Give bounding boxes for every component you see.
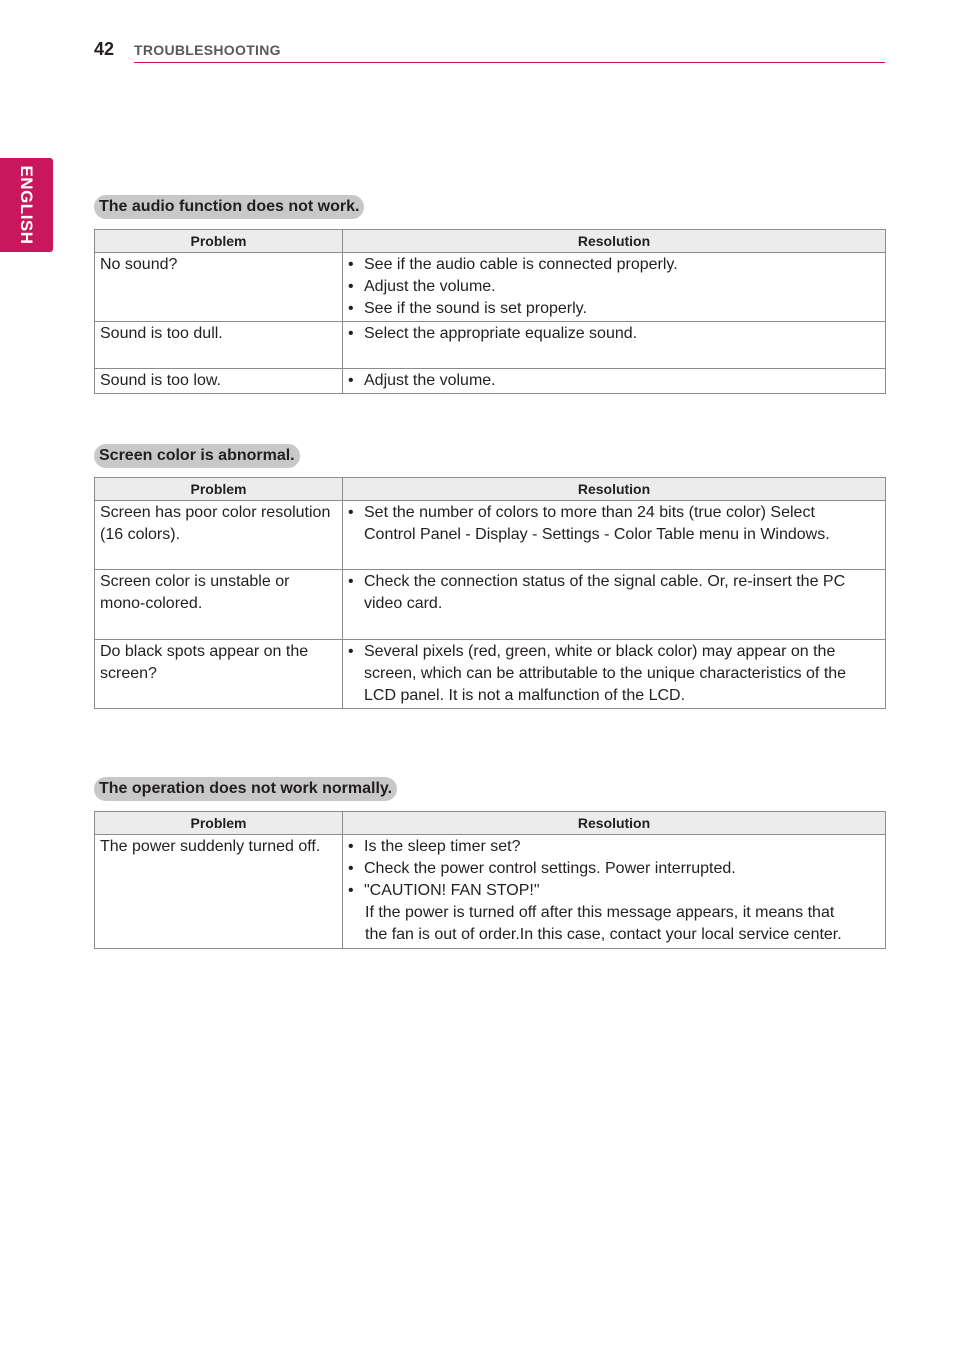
table-operation [94, 811, 886, 949]
resolution-item: • See if the audio cable is connected properly. [348, 254, 877, 276]
resolution-item: • Adjust the volume. [348, 276, 877, 298]
table-audio [94, 229, 886, 394]
problem-text: mono-colored. [100, 595, 203, 612]
resolution-item: • See if the sound is set properly. [348, 298, 877, 320]
problem-text: No sound? [100, 256, 178, 273]
table-row [95, 570, 886, 640]
header-rule [134, 62, 885, 63]
header-resolution: Resolution [343, 230, 886, 253]
resolution-cell [343, 253, 886, 322]
resolution-cell [343, 640, 886, 709]
resolution-line: screen, which can be attributable to the unique characteristics of the [364, 665, 847, 682]
problem-text: Sound is too low. [100, 372, 221, 389]
header-problem: Problem [95, 478, 343, 501]
problem-cell [95, 570, 343, 640]
language-tab [0, 158, 53, 252]
resolution-line: LCD panel. It is not a malfunction of the LCD. [364, 687, 686, 704]
header-problem: Problem [95, 812, 343, 835]
resolution-item [348, 571, 877, 615]
resolution-note-line: If the power is turned off after this message appears, it means that [365, 904, 835, 921]
problem-text: Do black spots appear on the [100, 643, 309, 660]
section-name: TROUBLESHOOTING [134, 42, 281, 58]
table-screen-color [94, 477, 886, 709]
page-number: 42 [94, 39, 115, 59]
table-row [95, 369, 886, 394]
header-resolution: Resolution [343, 478, 886, 501]
problem-text: screen? [100, 665, 157, 682]
resolution-item: • Is the sleep timer set? [348, 836, 877, 858]
problem-cell [95, 369, 343, 394]
resolution-cell [343, 501, 886, 570]
resolution-item [348, 502, 877, 546]
problem-text: (16 colors). [100, 526, 181, 543]
resolution-cell [343, 322, 886, 369]
resolution-item [348, 880, 877, 946]
problem-cell [95, 501, 343, 570]
resolution-cell [343, 369, 886, 394]
problem-cell [95, 322, 343, 369]
header-resolution: Resolution [343, 812, 886, 835]
problem-text: The power suddenly turned off. [100, 838, 321, 855]
table-row [95, 835, 886, 949]
problem-cell [95, 253, 343, 322]
resolution-cell [343, 835, 886, 949]
resolution-line: video card. [364, 595, 443, 612]
table-row [95, 253, 886, 322]
problem-text: Sound is too dull. [100, 325, 223, 342]
language-tab-label: ENGLISH [17, 165, 36, 245]
problem-text: Screen has poor color resolution [100, 504, 331, 521]
resolution-cell [343, 570, 886, 640]
resolution-line: Several pixels (red, green, white or black color) may appear on the [364, 643, 836, 660]
resolution-item: • Check the power control settings. Power interrupted. [348, 858, 877, 880]
problem-cell [95, 835, 343, 949]
problem-text: Screen color is unstable or [100, 573, 290, 590]
resolution-line: Control Panel - Display - Settings - Color Table menu in Windows. [364, 526, 830, 543]
table-row [95, 501, 886, 570]
resolution-note-line: the fan is out of order.In this case, contact your local service center. [365, 926, 842, 943]
problem-cell [95, 640, 343, 709]
header-problem: Problem [95, 230, 343, 253]
table-row [95, 640, 886, 709]
resolution-line: Check the connection status of the signal cable. Or, re-insert the PC [364, 573, 846, 590]
resolution-item: • Adjust the volume. [348, 370, 877, 392]
resolution-item [348, 641, 877, 707]
section-title-audio: The audio function does not work. [94, 195, 364, 219]
resolution-line: "CAUTION! FAN STOP!" [364, 882, 540, 899]
resolution-line: Set the number of colors to more than 24 bits (true color) Select [364, 504, 815, 521]
section-title-operation: The operation does not work normally. [94, 777, 397, 801]
section-title-screen-color: Screen color is abnormal. [94, 444, 300, 468]
resolution-item: • Select the appropriate equalize sound. [348, 323, 877, 345]
table-row [95, 322, 886, 369]
